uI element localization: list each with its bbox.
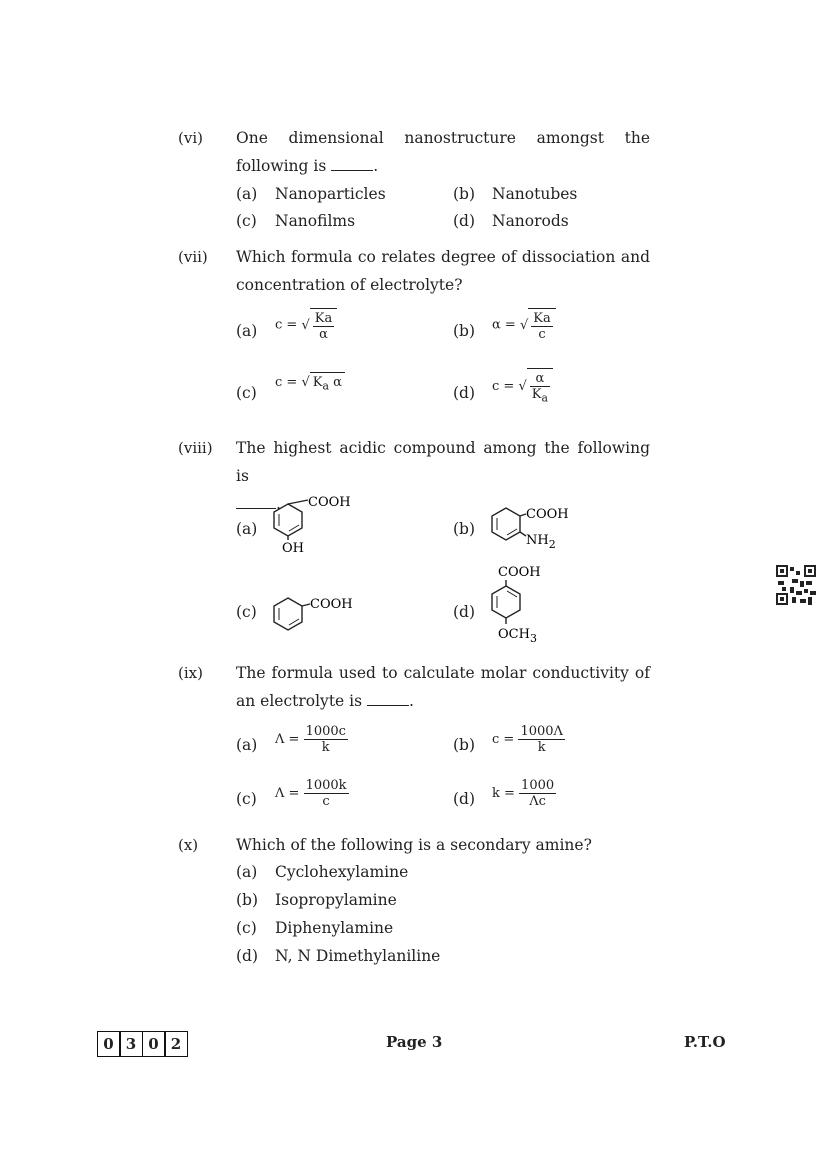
structure-anthranilic-acid bbox=[488, 500, 588, 556]
svg-text:COOH: COOH bbox=[526, 507, 569, 522]
structure-4-methoxybenzoic-acid bbox=[488, 562, 568, 648]
code-digit: 0 bbox=[142, 1031, 166, 1057]
page-number: Page 3 bbox=[386, 1033, 443, 1051]
pto-label: P.T.O bbox=[684, 1033, 726, 1051]
qr-code bbox=[776, 565, 816, 605]
structure-benzoic-acid bbox=[270, 590, 370, 634]
svg-text:COOH: COOH bbox=[310, 597, 353, 612]
svg-text:COOH: COOH bbox=[308, 495, 351, 510]
question-number: (x) bbox=[178, 836, 199, 854]
svg-text:OCH3: $OCH_3$ bbox=[498, 627, 537, 645]
paper-code-box bbox=[98, 1031, 188, 1057]
svg-text:OH: OH bbox=[282, 541, 304, 556]
question-number: (ix) bbox=[178, 664, 203, 682]
question-number: (viii) bbox=[178, 439, 213, 457]
question-number: (vi) bbox=[178, 129, 203, 147]
question-text: The highest acidic compound among the following is . bbox=[236, 439, 650, 513]
question-text: Which formula co relates degree of dissociation and concentration of electrolyte? bbox=[236, 248, 650, 294]
question-text: One dimensional nanostructure amongst the following is . bbox=[236, 129, 650, 175]
code-digit: 0 bbox=[97, 1031, 121, 1057]
svg-text:COOH: COOH bbox=[498, 565, 541, 580]
code-digit: 3 bbox=[119, 1031, 143, 1057]
code-digit: 2 bbox=[164, 1031, 188, 1057]
question-text: Which of the following is a secondary amine? bbox=[236, 836, 592, 854]
structure-3-hydroxybenzoic-acid bbox=[270, 492, 370, 556]
question-number: (vii) bbox=[178, 248, 208, 266]
question-text: The formula used to calculate molar conductivity of an electrolyte is . bbox=[236, 664, 650, 710]
svg-text:NH2: $NH_2$ bbox=[526, 533, 556, 551]
